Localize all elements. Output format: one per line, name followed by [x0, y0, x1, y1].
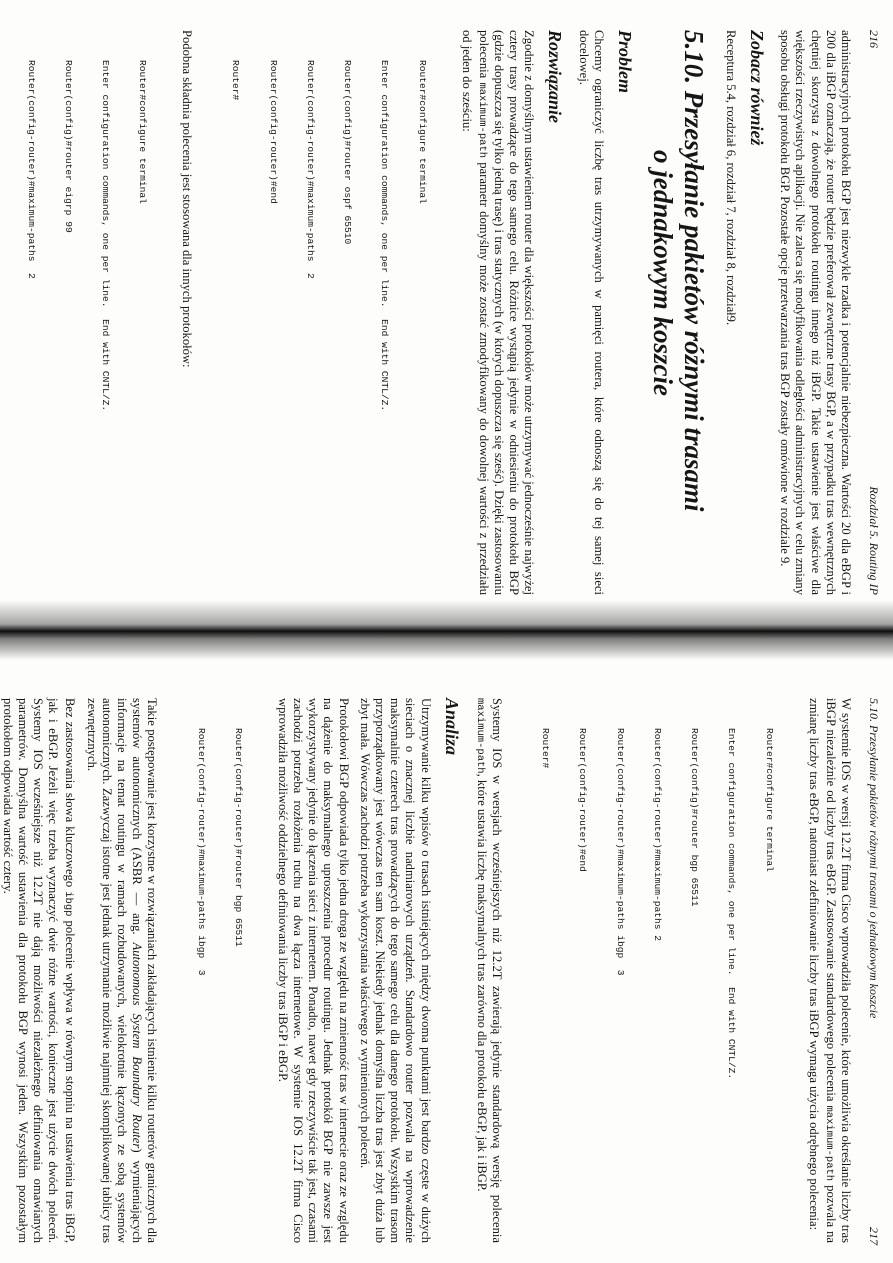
right-page — [0, 640, 893, 1263]
paragraph-part: Systemy IOS w wersjach wcześniejszych niż 12.2T zawierają jedynie standardową wersję polecenia — [490, 698, 505, 1243]
code-line: Router(config)#router eigrp 99 — [62, 60, 74, 233]
code-line: Router(config-router)#maximum-paths ibgp 3 — [614, 728, 626, 976]
section-title — [647, 30, 709, 595]
code-line: Router(config-router)#maximum-paths 2 — [304, 60, 316, 279]
left-page — [0, 0, 893, 620]
code-line: Router#configure terminal — [763, 728, 775, 872]
running-title-right: 5.10. Przesyłanie pakietów różnymi trasami o jednakowym koszcie — [867, 698, 881, 1019]
code-line: Router(config-router)#end — [267, 60, 279, 204]
code-line: Router# — [230, 60, 242, 101]
code-line: Enter configuration commands, one per line. End with CNTL/Z. — [726, 728, 738, 1080]
solution-inline-command: maximum-path — [475, 82, 488, 159]
asbr-paragraph — [83, 698, 159, 1243]
intro-paragraph: administracyjnych protokołu BGP jest niezwykle rzadka i potencjalnie niebezpieczna. Wartości 20 dla eBGP i 200 dla iBGP oznaczają, że router będzie preferował zewnętrzne trasy BGP, a w przypadku tras wewnętrznych chętniej skorzysta z dowolnego protokołu routingu innego niż iBGP. Takie ustawienie jest właściwe dla większości rzeczywistych aplikacji. Nie zaleca się modyfikowania odległości administracyjnych w celu zmiany sposobu obsługi protokołu BGP. Pozostałe opcje przetwarzania tras BGP zostały omówione w rozdziale 9. — [778, 30, 853, 595]
code-block-ospf — [204, 60, 452, 595]
paragraph-part: ) wymieniających informacje na temat routingu w ramach rozbudowanych, wielokrotnie łączonych ze sobą systemów autonomicznych. Zazwyczaj istotne jest jednak utrzymanie możliwie najmniej skomplikowanej tablicy tras zewnętrznych. — [84, 698, 145, 1244]
paragraph-part: pozwala na zmianę liczby tras eBGP, natomiast zdefiniowanie liczby tras iBGP wymaga użycia odrębnego polecenia: — [806, 698, 838, 1244]
code-block-eigrp — [0, 60, 173, 595]
code-line: Router(config-router)#maximum-paths 2 — [25, 60, 37, 279]
paragraph-part: Takie postępowanie jest korzystne w rozwiązaniach zakładających istnienie kilku routerów granicznych dla systemów autonomicznych (ASBR — ang. — [130, 698, 160, 1243]
code-line: Router(config-router)#maximum-paths ibgp 3 — [195, 728, 207, 976]
running-title-left: Rozdział 5. Routing IP — [867, 486, 881, 595]
problem-text: Chcemy ograniczyć liczbę tras utrzymywanych w pamięci routera, które odnoszą się do tej samej sieci docelowej. — [576, 30, 606, 595]
code-line: Router(config-router)#maximum-paths 2 — [651, 728, 663, 942]
similar-syntax-text: Podobna składnia polecenia jest stosowana dla innych protokołów: — [180, 30, 195, 368]
older-ios-paragraph — [472, 698, 504, 1243]
solution-text-part-a: Zgodnie z domyślnym ustawieniem router dla większości protokołów może utrzymywać jednocześnie najwyżej cztery trasy prowadzące do tego samego celu. Różnice wystąpią jedynie w odniesieniu do protokołu BGP (gdzie dopuszcza się tylko jedną trasę) i tras statycznych (w których dopuszcza się sześć). Dzięki zastosowaniu polecenia — [476, 30, 537, 595]
solution-text — [458, 30, 536, 595]
code-block-bgp — [514, 728, 799, 1243]
code-line: Router# — [540, 728, 552, 769]
ibgp-keyword-paragraph — [0, 698, 77, 1243]
see-also-heading: Zobacz również — [746, 30, 767, 146]
problem-heading: Problem — [614, 30, 635, 93]
code-block-ibgp — [169, 728, 268, 1243]
analysis-paragraph-1: Utrzymywanie kilku wpisów o trasach istniejących między dwoma punktami jest bardzo częste w dużych sieciach o znacznej liczbie nadmiarowych urządzeń. Standardowo router pozwala na wprowadzenie maksymalnie czterech tras prowadzących do tego samego celu dla danego protokołu. Wszystkim trasom przyporządkowany jest wówczas ten sam koszt. Niekiedy jednak domyślna liczba tras jest zbyt duża lub zbyt mała. Wówczas zachodzi potrzeba wykorzystania właściwego z wymienionych poleceń. — [357, 698, 433, 1243]
paragraph-part: , które ustawia liczbę maksymalnych tras zarówno dla protokołu eBGP, jak i iBGP. — [474, 773, 489, 1192]
page-number-left: 216 — [867, 30, 881, 48]
code-line: Router(config)#router bgp 65511 — [689, 728, 701, 907]
code-line: Router#configure terminal — [416, 60, 428, 204]
analysis-paragraph-2: Protokołowi BGP odpowiada tylko jedna droga ze względu na zmienność tras w internecie oraz ze względu na dążenie do maksymalnego uproszczenia procedur routingu. Jednak protokół BGP nie zawsze jest wykorzystywany jedynie do łączenia sieci z internetem. Ponadto, nawet gdy rzeczywiście tak jest, czasami zachodzi potrzeba rozłożenia ruchu na dwa łącza internetowe. W systemie IOS 12.2T firma Cisco wprowadziła możliwość oddzielnego definiowania liczby tras iBGP i eBGP. — [275, 698, 351, 1243]
paragraph-part: polecenie wpływa w równym stopniu na ustawienia tras iBGP, jak i eBGP. Jeżeli więc trzeba wyznaczyć dwie różne wartości, konieczne jest użycie dwóch poleceń. Systemy IOS wcześniejsze niż 12.2T nie dają możliwości niezależnego definiowania omawianych parametrów. Domyślna wartość ustawienia dla protokołu BGP wynosi jeden. Wszystkim pozostałym protokołom odpowiada wartość cztery. — [0, 698, 78, 1244]
code-line: Router#configure terminal — [137, 60, 149, 204]
emphasized-term: Autonomous System Boundary Router — [130, 942, 145, 1149]
ios-122t-paragraph — [805, 698, 853, 1243]
inline-command: maximum-path — [822, 1105, 835, 1182]
inline-command: maximum-path — [473, 698, 486, 774]
inline-command: ibgp — [62, 891, 75, 917]
left-page-content — [0, 30, 853, 595]
code-line: Enter configuration commands, one per line. End with CNTL/Z. — [379, 60, 391, 412]
paragraph-part: W systemie IOS w wersji 12.2T firma Cisco wprowadziła polecenie, które umożliwia określanie liczby tras iBGP niezależnie od liczby tras eBGP. Zastosowanie standardowego polecenia — [823, 698, 853, 1243]
solution-text-part-b: parametr domyślny może zostać zmodyfikowany do dowolnej wartości z przedziału od jeden do sześciu: — [459, 30, 491, 595]
analysis-heading: Analiza — [441, 698, 462, 756]
code-line: Router(config)#router ospf 65510 — [342, 60, 354, 245]
section-title-line1: 5.10. Przesyłanie pakietów różnymi trasami — [678, 30, 709, 512]
code-line: Router(config-router)#router bgp 65511 — [232, 728, 244, 947]
page-number-right: 217 — [867, 1227, 881, 1245]
see-also-text: Receptura 5.4, rozdział 6, rozdział 7, rozdział 8, rozdział9. — [723, 30, 738, 326]
paragraph-part: Bez zastosowania słowa kluczowego — [63, 698, 78, 888]
code-line: Router(config-router)#end — [577, 728, 589, 872]
code-line: Enter configuration commands, one per line. End with CNTL/Z. — [100, 60, 111, 412]
section-title-line2: o jednakowym koszcie — [647, 150, 678, 396]
right-page-content — [0, 698, 853, 1243]
solution-heading: Rozwiązanie — [545, 30, 566, 124]
